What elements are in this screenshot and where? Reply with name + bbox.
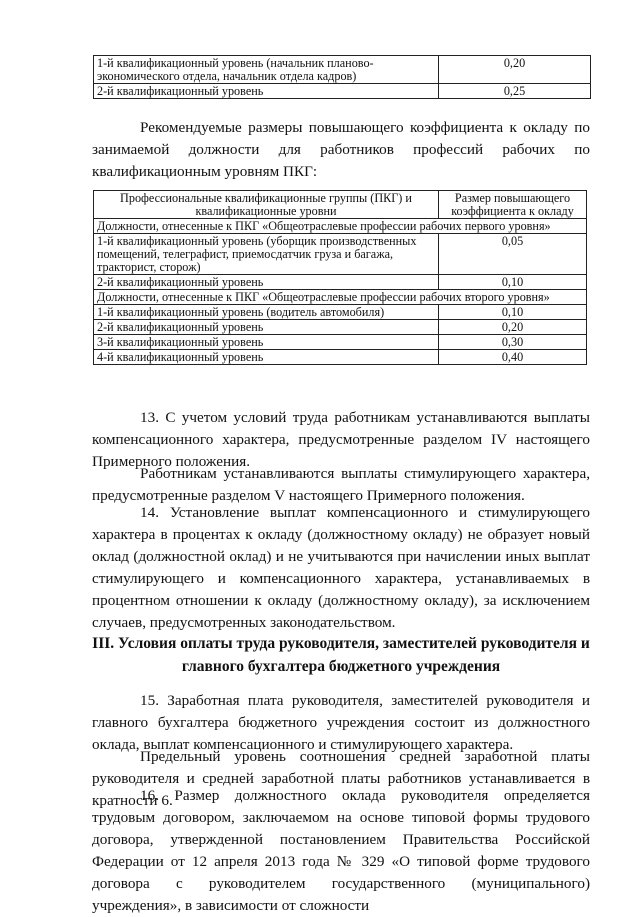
table-worker-coefficients	[93, 190, 587, 365]
value-cell: 0,20	[439, 320, 587, 335]
table-row	[94, 234, 587, 275]
paragraph-14: 14. Установление выплат компенсационного и стимулирующего характера в процентах к окладу (должностному окладу) не образует новый оклад (должностной оклад) и не учитываются при начислении иных выплат стимулирующего и компенсационного характера, устанавливаемых в процентном отношении к окладу (должностному окладу), за исключением случаев, предусмотренных законодательством.	[92, 504, 590, 631]
level-cell: 2-й квалификационный уровень	[94, 84, 439, 99]
value-cell: 0,20	[439, 56, 591, 84]
level-cell: 1-й квалификационный уровень (водитель автомобиля)	[94, 305, 439, 320]
level-cell: 1-й квалификационный уровень (уборщик производственных помещений, телеграфист, приемосдатчик груза и багажа, тракторист, сторож)	[94, 234, 439, 275]
value-cell: 0,10	[439, 275, 587, 290]
level-cell: 4-й квалификационный уровень	[94, 350, 439, 365]
value-cell: 0,40	[439, 350, 587, 365]
paragraph-13b: Работникам устанавливаются выплаты стимулирующего характера, предусмотренные разделом V настоящего Примерного положения.	[92, 465, 590, 504]
value-cell: 0,30	[439, 335, 587, 350]
level-cell: 1-й квалификационный уровень (начальник планово-экономического отдела, начальник отдела кадров)	[94, 56, 439, 84]
table-row	[94, 275, 587, 290]
table-header-row	[94, 191, 587, 219]
value-cell: 0,25	[439, 84, 591, 99]
paragraph-15b: Предельный уровень соотношения средней заработной платы руководителя и средней заработной платы работников устанавливается в кратности 6.	[92, 748, 590, 809]
value-cell: 0,05	[439, 234, 587, 275]
level-cell: 2-й квалификационный уровень	[94, 275, 439, 290]
intro-paragraph: Рекомендуемые размеры повышающего коэффициента к окладу по занимаемой должности для работников профессий рабочих по квалификационным уровням ПКГ:	[92, 119, 590, 180]
section-heading: III. Условия оплаты труда руководителя, заместителей руководителя и главного бухгалтера бюджетного учреждения	[92, 635, 590, 675]
group-title: Должности, отнесенные к ПКГ «Общеотраслевые профессии рабочих первого уровня»	[94, 219, 587, 234]
level-cell: 2-й квалификационный уровень	[94, 320, 439, 335]
paragraph-16: 16. Размер должностного оклада руководителя определяется трудовым договором, заключаемом на основе типовой формы трудового договора, утвержденной постановлением Правительства Российской Федерации от 12 апреля 2013 года № 329 «О типовой форме трудового договора с руководителем государственного (муниципального) учреждения», в зависимости от сложности	[92, 787, 590, 914]
table-row	[94, 350, 587, 365]
table-row	[94, 320, 587, 335]
table-row	[94, 305, 587, 320]
value-cell: 0,10	[439, 305, 587, 320]
paragraph-13: 13. С учетом условий труда работникам устанавливаются выплаты компенсационного характера, предусмотренные разделом IV настоящего Примерного положения.	[92, 409, 590, 470]
level-cell: 3-й квалификационный уровень	[94, 335, 439, 350]
table-management-coefficients	[93, 55, 591, 99]
group-row	[94, 290, 587, 305]
table-row	[94, 56, 591, 84]
column-header: Размер повышающего коэффициента к окладу	[439, 191, 587, 219]
paragraph-15: 15. Заработная плата руководителя, заместителей руководителя и главного бухгалтера бюджетного учреждения состоит из должностного оклада, выплат компенсационного и стимулирующего характера.	[92, 692, 590, 753]
column-header: Профессиональные квалификационные группы (ПКГ) и квалификационные уровни	[94, 191, 439, 219]
group-title: Должности, отнесенные к ПКГ «Общеотраслевые профессии рабочих второго уровня»	[94, 290, 587, 305]
group-row	[94, 219, 587, 234]
table-row	[94, 84, 591, 99]
table-row	[94, 335, 587, 350]
